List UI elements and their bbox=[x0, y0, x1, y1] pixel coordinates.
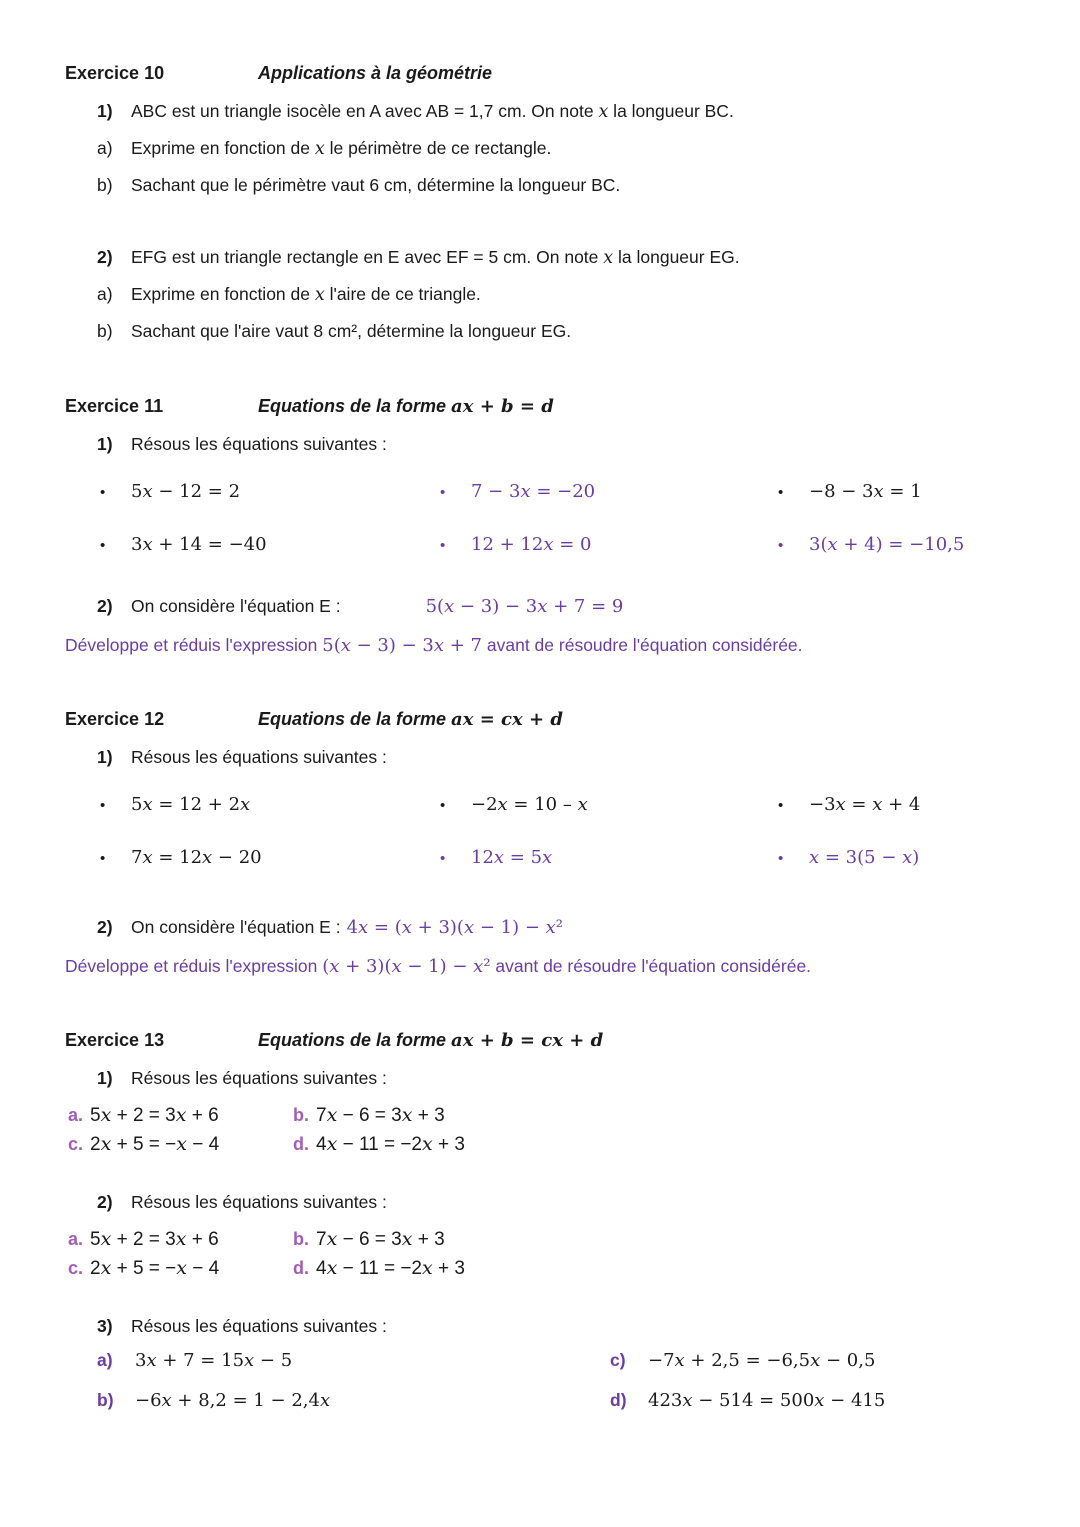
equation-text: 3x + 14 = −40 bbox=[131, 534, 267, 555]
equation-item bbox=[68, 1255, 293, 1282]
equation-label: b. bbox=[293, 1105, 309, 1125]
equation-item bbox=[293, 1131, 465, 1158]
bullet-icon: • bbox=[778, 797, 784, 814]
bullet-icon: • bbox=[100, 797, 106, 814]
question-number: 2) bbox=[97, 596, 113, 616]
exercise-11-header bbox=[65, 393, 1042, 420]
note-equation: (x + 3)(x − 1) − x² bbox=[322, 956, 491, 977]
question-number: b) bbox=[97, 175, 113, 195]
question-number: 1) bbox=[97, 747, 113, 767]
exercise-10-title: Applications à la géométrie bbox=[258, 63, 493, 83]
equation-list bbox=[100, 793, 1042, 871]
exercise-12-label: Exercice 12 bbox=[65, 709, 165, 729]
equation-text: 5x + 2 = 3x + 6 bbox=[90, 1228, 219, 1250]
equation-text: −6x + 8,2 = 1 − 2,4x bbox=[135, 1390, 331, 1411]
equation-label: a. bbox=[68, 1229, 84, 1249]
question-number: 1) bbox=[97, 1068, 113, 1088]
question-row bbox=[97, 1066, 1042, 1090]
equation-grid bbox=[68, 1102, 1042, 1158]
equation-text: 2x + 5 = −x − 4 bbox=[90, 1133, 220, 1155]
equation-label: a. bbox=[68, 1105, 84, 1125]
question-text: On considère l'équation E : bbox=[131, 917, 341, 937]
exercise-12-section bbox=[65, 706, 1042, 979]
equation-text: 5x = 12 + 2x bbox=[131, 794, 251, 815]
question-text: Résous les équations suivantes : bbox=[131, 1316, 387, 1336]
question-number: b) bbox=[97, 321, 113, 341]
equation-text: −2x = 10 – x bbox=[471, 794, 588, 815]
exercise-13-section bbox=[65, 1027, 1042, 1414]
equation-list bbox=[100, 480, 1042, 558]
equation-item bbox=[100, 793, 440, 818]
inline-equation: 5(x − 3) − 3x + 7 = 9 bbox=[425, 596, 624, 617]
equation-label: a) bbox=[97, 1350, 113, 1370]
equation-text: 423x − 514 = 500x − 415 bbox=[648, 1390, 886, 1411]
question-row bbox=[97, 594, 1042, 619]
equation-item bbox=[778, 533, 1042, 558]
equation-item bbox=[440, 846, 778, 871]
development-note bbox=[65, 633, 1042, 658]
question-number: 3) bbox=[97, 1316, 113, 1336]
question-number: 1) bbox=[97, 101, 113, 121]
note-text: avant de résoudre l'équation considérée. bbox=[490, 956, 812, 976]
bullet-icon: • bbox=[440, 484, 446, 501]
equation-text: 7x − 6 = 3x + 3 bbox=[316, 1104, 445, 1126]
equation-text: −3x = x + 4 bbox=[809, 794, 921, 815]
question-row bbox=[97, 1190, 1042, 1214]
question-number: a) bbox=[97, 138, 113, 158]
equation-label: c) bbox=[610, 1350, 626, 1370]
equation-text: 3x + 7 = 15x − 5 bbox=[135, 1350, 293, 1371]
exercise-11-title-math: ax + b = d bbox=[451, 396, 554, 417]
equation-item bbox=[68, 1102, 293, 1129]
bullet-icon: • bbox=[440, 537, 446, 554]
equation-item bbox=[778, 793, 1042, 818]
equation-item bbox=[440, 793, 778, 818]
equation-text: −8 − 3x = 1 bbox=[809, 481, 922, 502]
question-text: Résous les équations suivantes : bbox=[131, 747, 387, 767]
equation-item bbox=[68, 1131, 293, 1158]
equation-label: c. bbox=[68, 1134, 84, 1154]
question-number: 1) bbox=[97, 434, 113, 454]
question-row bbox=[97, 245, 1042, 270]
bullet-icon: • bbox=[778, 484, 784, 501]
equation-item bbox=[440, 533, 778, 558]
equation-item bbox=[440, 480, 778, 505]
bullet-icon: • bbox=[100, 537, 106, 554]
note-equation: 5(x − 3) − 3x + 7 bbox=[322, 635, 483, 656]
note-text: Développe et réduis l'expression bbox=[65, 635, 323, 655]
question-row bbox=[97, 282, 1042, 307]
equation-grid bbox=[68, 1226, 1042, 1282]
equation-text: 2x + 5 = −x − 4 bbox=[90, 1257, 220, 1279]
question-row bbox=[97, 173, 1042, 197]
equation-item bbox=[100, 533, 440, 558]
question-text: Résous les équations suivantes : bbox=[131, 1192, 387, 1212]
equation-item bbox=[778, 846, 1042, 871]
exercise-13-title: Equations de la forme bbox=[258, 1030, 452, 1050]
exercise-11-label: Exercice 11 bbox=[65, 396, 164, 416]
bullet-icon: • bbox=[778, 850, 784, 867]
question-number: a) bbox=[97, 284, 113, 304]
question-text: Résous les équations suivantes : bbox=[131, 1068, 387, 1088]
question-text: Sachant que le périmètre vaut 6 cm, détermine la longueur BC. bbox=[131, 175, 621, 195]
equation-text: 7 − 3x = −20 bbox=[471, 481, 596, 502]
equation-item bbox=[97, 1348, 610, 1374]
question-number: 2) bbox=[97, 1192, 113, 1212]
question-text: EFG est un triangle rectangle en E avec EF = 5 cm. On note x la longueur EG. bbox=[131, 247, 740, 268]
equation-item bbox=[610, 1388, 1042, 1414]
question-row bbox=[97, 915, 1042, 940]
question-text: Résous les équations suivantes : bbox=[131, 434, 387, 454]
question-text: On considère l'équation E : bbox=[131, 596, 341, 616]
question-text: Sachant que l'aire vaut 8 cm², détermine la longueur EG. bbox=[131, 321, 572, 341]
inline-equation: 4x = (x + 3)(x − 1) − x² bbox=[346, 917, 564, 938]
equation-item bbox=[778, 480, 1042, 505]
equation-text: −7x + 2,5 = −6,5x − 0,5 bbox=[648, 1350, 876, 1371]
equation-item bbox=[293, 1255, 465, 1282]
exercise-11-section bbox=[65, 393, 1042, 658]
equation-text: 4x − 11 = −2x + 3 bbox=[316, 1257, 465, 1279]
equation-label: d) bbox=[610, 1390, 627, 1410]
bullet-icon: • bbox=[440, 797, 446, 814]
equation-label: d. bbox=[293, 1258, 309, 1278]
question-number: 2) bbox=[97, 247, 113, 267]
exercise-10-section bbox=[65, 60, 1042, 343]
equation-label: b. bbox=[293, 1229, 309, 1249]
equation-item bbox=[293, 1226, 465, 1253]
exercise-13-title-math: ax + b = cx + d bbox=[451, 1030, 604, 1051]
question-text: Exprime en fonction de x le périmètre de ce rectangle. bbox=[131, 138, 552, 159]
question-row bbox=[97, 136, 1042, 161]
equation-text: 5x + 2 = 3x + 6 bbox=[90, 1104, 219, 1126]
exercise-12-title: Equations de la forme bbox=[258, 709, 452, 729]
question-row bbox=[97, 99, 1042, 124]
equation-label: b) bbox=[97, 1390, 114, 1410]
equation-item bbox=[97, 1388, 610, 1414]
bullet-icon: • bbox=[100, 484, 106, 501]
exercise-13-header bbox=[65, 1027, 1042, 1054]
equation-text: 3(x + 4) = −10,5 bbox=[809, 534, 965, 555]
question-row bbox=[97, 432, 1042, 456]
note-text: avant de résoudre l'équation considérée. bbox=[482, 635, 803, 655]
equation-item bbox=[610, 1348, 1042, 1374]
equation-item bbox=[100, 480, 440, 505]
equation-text: x = 3(5 − x) bbox=[809, 847, 920, 868]
exercise-12-header bbox=[65, 706, 1042, 733]
exercise-10-header bbox=[65, 60, 1042, 87]
exercise-13-label: Exercice 13 bbox=[65, 1030, 165, 1050]
equation-text: 7x − 6 = 3x + 3 bbox=[316, 1228, 445, 1250]
question-row bbox=[97, 1314, 1042, 1338]
equation-text: 12 + 12x = 0 bbox=[471, 534, 592, 555]
equation-text: 4x − 11 = −2x + 3 bbox=[316, 1133, 465, 1155]
equation-item bbox=[293, 1102, 465, 1129]
equation-item bbox=[100, 846, 440, 871]
equation-grid bbox=[97, 1348, 1042, 1414]
equation-label: d. bbox=[293, 1134, 309, 1154]
bullet-icon: • bbox=[440, 850, 446, 867]
development-note bbox=[65, 954, 1042, 979]
question-row bbox=[97, 745, 1042, 769]
question-number: 2) bbox=[97, 917, 113, 937]
note-text: Développe et réduis l'expression bbox=[65, 956, 323, 976]
exercise-12-title-math: ax = cx + d bbox=[451, 709, 563, 730]
equation-item bbox=[68, 1226, 293, 1253]
question-text: Exprime en fonction de x l'aire de ce triangle. bbox=[131, 284, 481, 305]
exercise-10-label: Exercice 10 bbox=[65, 63, 165, 83]
equation-label: c. bbox=[68, 1258, 84, 1278]
exercise-11-title: Equations de la forme bbox=[258, 396, 452, 416]
question-text: ABC est un triangle isocèle en A avec AB = 1,7 cm. On note x la longueur BC. bbox=[131, 101, 734, 122]
equation-text: 5x − 12 = 2 bbox=[131, 481, 241, 502]
equation-text: 12x = 5x bbox=[471, 847, 553, 868]
bullet-icon: • bbox=[778, 537, 784, 554]
question-row bbox=[97, 319, 1042, 343]
bullet-icon: • bbox=[100, 850, 106, 867]
equation-text: 7x = 12x − 20 bbox=[131, 847, 262, 868]
